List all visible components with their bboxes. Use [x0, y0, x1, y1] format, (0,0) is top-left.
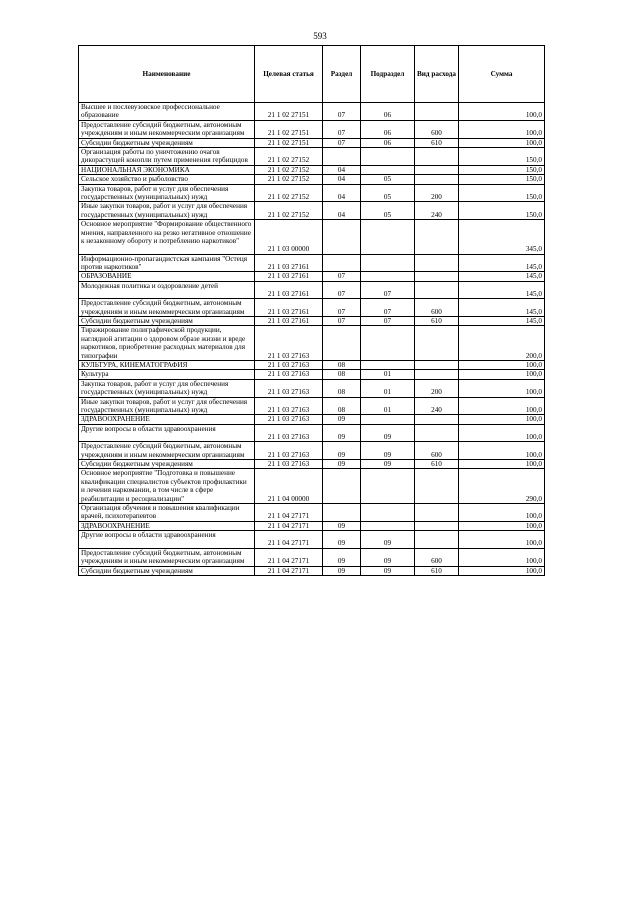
row-subsection: [361, 254, 415, 272]
row-target-article: 21 1 03 27161: [255, 254, 323, 272]
row-sum: 100,0: [459, 504, 545, 522]
row-target-article: 21 1 03 27163: [255, 415, 323, 424]
row-name: ЗДРАВООХРАНЕНИЕ: [79, 521, 255, 530]
row-subsection: 07: [361, 299, 415, 317]
row-section: 04: [323, 165, 361, 174]
row-section: 09: [323, 424, 361, 441]
row-expense-type: [415, 415, 459, 424]
row-target-article: 21 1 03 27163: [255, 370, 323, 379]
row-name: Основное мероприятие "Подготовка и повышение квалификации специалистов субъектов профилактики и лечения наркомании, в том числе в сфере реабилитации и ресоциализации": [79, 469, 255, 504]
table-row: [79, 424, 545, 441]
row-name: Предоставление субсидий бюджетным, автономным учреждениям и иным некоммерческим организациям: [79, 442, 255, 460]
table-row: [79, 316, 545, 325]
row-name: Организация обучения и повышения квалификации врачей, психотерапевтов: [79, 504, 255, 522]
row-target-article: 21 1 03 27161: [255, 272, 323, 281]
row-target-article: 21 1 03 27163: [255, 326, 323, 361]
row-section: [323, 504, 361, 522]
row-target-article: 21 1 03 27163: [255, 424, 323, 441]
row-sum: 345,0: [459, 220, 545, 254]
row-expense-type: 240: [415, 397, 459, 415]
row-section: 04: [323, 184, 361, 202]
row-subsection: 09: [361, 442, 415, 460]
row-target-article: 21 1 03 27161: [255, 281, 323, 298]
row-target-article: 21 1 02 27151: [255, 103, 323, 121]
row-target-article: 21 1 03 27163: [255, 360, 323, 369]
row-target-article: 21 1 03 27163: [255, 442, 323, 460]
row-section: 07: [323, 103, 361, 121]
row-sum: 100,0: [459, 424, 545, 441]
row-expense-type: [415, 424, 459, 441]
row-subsection: [361, 415, 415, 424]
row-expense-type: [415, 175, 459, 184]
row-name: Информационно-пропагандистская кампания "Остеця против наркотиков": [79, 254, 255, 272]
row-target-article: 21 1 04 27171: [255, 521, 323, 530]
row-section: 08: [323, 360, 361, 369]
table-row: [79, 220, 545, 254]
row-sum: 100,0: [459, 548, 545, 566]
row-name: Предоставление субсидий бюджетным, автономным учреждениям и иным некоммерческим организациям: [79, 120, 255, 138]
table-row: [79, 299, 545, 317]
table-row: [79, 148, 545, 166]
row-name: Другие вопросы в области здравоохранения: [79, 531, 255, 548]
row-target-article: 21 1 04 27171: [255, 504, 323, 522]
table-row: [79, 521, 545, 530]
row-sum: 150,0: [459, 202, 545, 220]
table-row: [79, 504, 545, 522]
table-row: [79, 281, 545, 298]
row-expense-type: 600: [415, 120, 459, 138]
row-subsection: 09: [361, 548, 415, 566]
row-subsection: [361, 360, 415, 369]
row-name: Организация работы по уничтожению очагов дикорастущей конопли путем применения гербицидов: [79, 148, 255, 166]
row-target-article: 21 1 02 27151: [255, 120, 323, 138]
row-subsection: 09: [361, 460, 415, 469]
row-name: Молодежная политика и оздоровление детей: [79, 281, 255, 298]
row-name: ЗДРАВООХРАНЕНИЕ: [79, 415, 255, 424]
row-name: Высшее и послевузовское профессиональное образование: [79, 103, 255, 121]
row-section: [323, 326, 361, 361]
table-row: [79, 272, 545, 281]
row-target-article: 21 1 02 27152: [255, 202, 323, 220]
row-subsection: 05: [361, 175, 415, 184]
row-expense-type: 610: [415, 566, 459, 575]
row-name: Иные закупки товаров, работ и услуг для обеспечения государственных (муниципальных) нужд: [79, 202, 255, 220]
row-target-article: 21 1 03 27163: [255, 397, 323, 415]
row-sum: 100,0: [459, 531, 545, 548]
row-subsection: 07: [361, 281, 415, 298]
row-subsection: [361, 504, 415, 522]
row-subsection: [361, 165, 415, 174]
table-row: [79, 175, 545, 184]
row-expense-type: 200: [415, 379, 459, 397]
row-sum: 150,0: [459, 148, 545, 166]
row-sum: 145,0: [459, 299, 545, 317]
row-expense-type: 600: [415, 548, 459, 566]
table-row: [79, 165, 545, 174]
row-section: 08: [323, 379, 361, 397]
row-target-article: 21 1 02 27151: [255, 138, 323, 147]
row-subsection: 07: [361, 316, 415, 325]
row-expense-type: [415, 504, 459, 522]
table-row: [79, 254, 545, 272]
row-sum: 100,0: [459, 103, 545, 121]
row-sum: 100,0: [459, 138, 545, 147]
row-subsection: 01: [361, 397, 415, 415]
row-section: 09: [323, 521, 361, 530]
row-section: [323, 148, 361, 166]
row-sum: 145,0: [459, 272, 545, 281]
row-expense-type: [415, 103, 459, 121]
row-target-article: 21 1 03 27163: [255, 379, 323, 397]
row-target-article: 21 1 04 27171: [255, 531, 323, 548]
column-header-sum: Сумма: [459, 46, 545, 103]
row-sum: 200,0: [459, 326, 545, 361]
table-row: [79, 531, 545, 548]
row-sum: 100,0: [459, 120, 545, 138]
row-subsection: 09: [361, 531, 415, 548]
row-expense-type: [415, 148, 459, 166]
row-sum: 100,0: [459, 442, 545, 460]
row-target-article: 21 1 03 27161: [255, 316, 323, 325]
row-name: Предоставление субсидий бюджетным, автономным учреждениям и иным некоммерческим организациям: [79, 299, 255, 317]
row-subsection: 06: [361, 120, 415, 138]
row-sum: 150,0: [459, 175, 545, 184]
row-section: 07: [323, 120, 361, 138]
table-row: [79, 548, 545, 566]
row-section: 07: [323, 299, 361, 317]
row-expense-type: [415, 360, 459, 369]
row-sum: 150,0: [459, 165, 545, 174]
row-target-article: 21 1 02 27152: [255, 165, 323, 174]
column-header-name: Наименование: [79, 46, 255, 103]
row-target-article: 21 1 02 27152: [255, 184, 323, 202]
column-header-section: Раздел: [323, 46, 361, 103]
row-name: Закупка товаров, работ и услуг для обеспечения государственных (муниципальных) нужд: [79, 379, 255, 397]
row-name: НАЦИОНАЛЬНАЯ ЭКОНОМИКА: [79, 165, 255, 174]
row-subsection: [361, 220, 415, 254]
column-header-target: Целевая статья: [255, 46, 323, 103]
row-expense-type: [415, 370, 459, 379]
row-name: Закупка товаров, работ и услуг для обеспечения государственных (муниципальных) нужд: [79, 184, 255, 202]
row-expense-type: 610: [415, 316, 459, 325]
table-row: [79, 326, 545, 361]
row-sum: 100,0: [459, 460, 545, 469]
row-subsection: 05: [361, 202, 415, 220]
row-section: 09: [323, 566, 361, 575]
row-section: 08: [323, 397, 361, 415]
row-name: Субсидии бюджетным учреждениям: [79, 460, 255, 469]
row-target-article: 21 1 02 27152: [255, 148, 323, 166]
table-row: [79, 415, 545, 424]
row-section: 09: [323, 442, 361, 460]
row-expense-type: [415, 165, 459, 174]
row-target-article: 21 1 04 00000: [255, 469, 323, 504]
row-target-article: 21 1 03 27161: [255, 299, 323, 317]
row-section: 07: [323, 138, 361, 147]
row-name: Предоставление субсидий бюджетным, автономным учреждениям и иным некоммерческим организациям: [79, 548, 255, 566]
row-sum: 100,0: [459, 370, 545, 379]
row-sum: 145,0: [459, 281, 545, 298]
row-subsection: 06: [361, 138, 415, 147]
row-subsection: 05: [361, 184, 415, 202]
row-sum: 145,0: [459, 254, 545, 272]
row-subsection: 06: [361, 103, 415, 121]
row-target-article: 21 1 04 27171: [255, 566, 323, 575]
table-row: [79, 379, 545, 397]
row-target-article: 21 1 03 00000: [255, 220, 323, 254]
row-sum: 100,0: [459, 521, 545, 530]
row-name: Субсидии бюджетным учреждениям: [79, 566, 255, 575]
row-name: КУЛЬТУРА, КИНЕМАТОГРАФИЯ: [79, 360, 255, 369]
table-row: [79, 138, 545, 147]
row-expense-type: 610: [415, 138, 459, 147]
row-target-article: 21 1 03 27163: [255, 460, 323, 469]
table-row: [79, 202, 545, 220]
row-section: 09: [323, 415, 361, 424]
page-number: 593: [313, 31, 327, 41]
row-subsection: 01: [361, 379, 415, 397]
row-expense-type: [415, 220, 459, 254]
row-name: Субсидии бюджетным учреждениям: [79, 316, 255, 325]
row-expense-type: [415, 326, 459, 361]
row-expense-type: [415, 469, 459, 504]
row-expense-type: 600: [415, 442, 459, 460]
row-sum: 100,0: [459, 379, 545, 397]
row-subsection: [361, 469, 415, 504]
row-section: [323, 469, 361, 504]
row-sum: 100,0: [459, 360, 545, 369]
row-expense-type: [415, 281, 459, 298]
table-row: [79, 184, 545, 202]
row-sum: 145,0: [459, 316, 545, 325]
row-name: Тиражирование полиграфической продукции, наглядной агитации о здоровом образе жизни и вреде наркотиков, приобретение расходных материалов для типографии: [79, 326, 255, 361]
row-section: [323, 220, 361, 254]
row-sum: 100,0: [459, 566, 545, 575]
row-subsection: 09: [361, 566, 415, 575]
table-row: [79, 397, 545, 415]
row-expense-type: 200: [415, 184, 459, 202]
row-expense-type: [415, 531, 459, 548]
table-row: [79, 460, 545, 469]
row-section: 07: [323, 316, 361, 325]
row-sum: 100,0: [459, 397, 545, 415]
row-subsection: [361, 148, 415, 166]
table-row: [79, 360, 545, 369]
row-sum: 290,0: [459, 469, 545, 504]
row-section: 09: [323, 460, 361, 469]
row-section: 08: [323, 370, 361, 379]
table-row: [79, 566, 545, 575]
row-expense-type: 610: [415, 460, 459, 469]
table-row: [79, 103, 545, 121]
table-body: [79, 103, 545, 576]
row-expense-type: 240: [415, 202, 459, 220]
row-name: Сельское хозяйство и рыболовство: [79, 175, 255, 184]
row-name: Культура: [79, 370, 255, 379]
column-header-subsection: Подраздел: [361, 46, 415, 103]
table-row: [79, 442, 545, 460]
row-expense-type: [415, 254, 459, 272]
table-header-row: [79, 46, 545, 103]
row-sum: 150,0: [459, 184, 545, 202]
row-subsection: [361, 272, 415, 281]
row-name: Другие вопросы в области здравоохранения: [79, 424, 255, 441]
row-name: Основное мероприятие "Формирование общественного мнения, направленного на резко негативное отношение к незаконному обороту и потреблению наркотиков": [79, 220, 255, 254]
table-row: [79, 469, 545, 504]
table-row: [79, 120, 545, 138]
row-name: ОБРАЗОВАНИЕ: [79, 272, 255, 281]
row-section: 07: [323, 281, 361, 298]
row-section: [323, 254, 361, 272]
column-header-expense-type: Вид расхода: [415, 46, 459, 103]
row-section: 09: [323, 531, 361, 548]
budget-table: [78, 45, 545, 576]
row-expense-type: 600: [415, 299, 459, 317]
row-subsection: [361, 521, 415, 530]
row-section: 04: [323, 202, 361, 220]
row-section: 09: [323, 548, 361, 566]
row-sum: 100,0: [459, 415, 545, 424]
row-name: Иные закупки товаров, работ и услуг для обеспечения государственных (муниципальных) нужд: [79, 397, 255, 415]
row-subsection: 09: [361, 424, 415, 441]
row-subsection: [361, 326, 415, 361]
row-section: 07: [323, 272, 361, 281]
row-name: Субсидии бюджетным учреждениям: [79, 138, 255, 147]
row-subsection: 01: [361, 370, 415, 379]
row-section: 04: [323, 175, 361, 184]
row-target-article: 21 1 02 27152: [255, 175, 323, 184]
table-row: [79, 370, 545, 379]
row-expense-type: [415, 272, 459, 281]
row-target-article: 21 1 04 27171: [255, 548, 323, 566]
row-expense-type: [415, 521, 459, 530]
